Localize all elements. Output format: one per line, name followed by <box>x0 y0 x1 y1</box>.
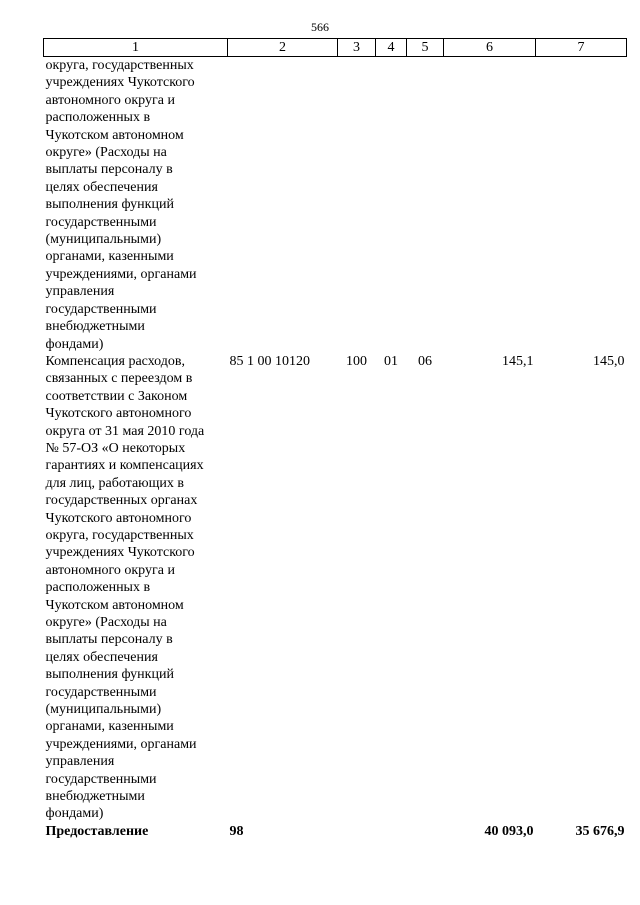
description-line: учреждениями, органами <box>45 736 197 752</box>
table-row <box>44 823 627 840</box>
description-line: Чукотском автономном <box>45 597 184 613</box>
description-line: соответствии с Законом <box>45 388 188 404</box>
cell-c5: 06 <box>418 353 432 369</box>
description-line: округе» (Расходы на <box>45 615 167 630</box>
description-line: автономного округа и <box>45 92 175 108</box>
header-cell: 4 <box>376 39 407 57</box>
table-row <box>44 57 627 353</box>
description-line: расположенных в <box>45 580 151 596</box>
cell-c6: 145,1 <box>502 353 534 369</box>
description-line: выполнения функций <box>45 667 174 683</box>
table-row <box>44 353 627 823</box>
description-line: округе» (Расходы на <box>45 145 167 161</box>
description-line: выплаты персоналу в <box>45 632 173 648</box>
cell-c7: 145,0 <box>593 353 625 369</box>
description-line: целях обеспечения <box>45 179 158 195</box>
cell-c2 <box>228 57 338 353</box>
description-line: внебюджетными <box>45 789 145 805</box>
description-line: округа, государственных <box>45 527 194 543</box>
description-line: управления <box>45 754 115 770</box>
description-line: выплаты персоналу в <box>45 162 173 178</box>
description-line: связанных с переездом в <box>45 371 193 387</box>
description-line: учреждениях Чукотского <box>45 545 195 561</box>
row-description <box>44 353 228 823</box>
description-line: Компенсация расходов, <box>45 353 185 369</box>
cell-c7: 35 676,9 <box>575 823 625 839</box>
cell-c4: 01 <box>384 353 398 369</box>
cell-c2: 85 1 00 10120 <box>229 353 310 369</box>
cell-c4 <box>376 823 407 840</box>
header-row <box>44 39 627 57</box>
description-line: гарантиях и компенсациях <box>45 458 204 474</box>
row-description <box>44 823 228 840</box>
description-line: учреждениях Чукотского <box>45 75 195 91</box>
header-cell: 6 <box>444 39 536 57</box>
description-line: государственными <box>45 301 157 317</box>
description-line: расположенных в <box>45 110 151 126</box>
header-cell: 3 <box>338 39 376 57</box>
description-line: государственными <box>45 214 157 230</box>
cell-c5 <box>407 57 444 353</box>
page-number: 566 <box>311 20 329 34</box>
description-line: Чукотского автономного <box>45 510 192 526</box>
cell-c3 <box>338 57 376 353</box>
budget-table <box>43 38 627 840</box>
description-line: фондами) <box>45 336 104 352</box>
cell-c6 <box>444 57 536 353</box>
header-cell: 5 <box>407 39 444 57</box>
description-line: автономного округа и <box>45 562 175 578</box>
description-line: управления <box>45 284 115 300</box>
description-line: Чукотском автономном <box>45 127 184 143</box>
cell-c5 <box>407 823 444 840</box>
description-line: округа, государственных <box>45 58 194 73</box>
description-line: для лиц, работающих в <box>45 475 185 491</box>
cell-c3 <box>338 823 376 840</box>
description-line: Предоставление <box>45 823 149 839</box>
description-line: учреждениями, органами <box>45 266 197 282</box>
description-line: органами, казенными <box>45 249 174 265</box>
header-cell: 1 <box>44 39 228 57</box>
description-line: выполнения функций <box>45 197 174 213</box>
header-cell: 7 <box>536 39 627 57</box>
cell-c6: 40 093,0 <box>484 823 534 839</box>
description-line: органами, казенными <box>45 719 174 735</box>
description-line: внебюджетными <box>45 319 145 335</box>
description-line: целях обеспечения <box>45 649 158 665</box>
description-line: (муниципальными) <box>45 232 162 248</box>
description-line: № 57-ОЗ «О некоторых <box>45 440 186 456</box>
cell-c2: 98 <box>229 823 244 839</box>
row-description <box>44 57 228 353</box>
description-line: государственными <box>45 684 157 700</box>
cell-c7 <box>536 57 627 353</box>
description-line: Чукотского автономного <box>45 406 192 422</box>
description-line: округа от 31 мая 2010 года <box>45 423 205 439</box>
description-line: фондами) <box>45 806 104 822</box>
description-line: (муниципальными) <box>45 702 162 718</box>
cell-c3: 100 <box>346 353 367 369</box>
description-line: государственными <box>45 771 157 787</box>
cell-c4 <box>376 57 407 353</box>
description-line: государственных органах <box>45 493 198 509</box>
header-cell: 2 <box>228 39 338 57</box>
